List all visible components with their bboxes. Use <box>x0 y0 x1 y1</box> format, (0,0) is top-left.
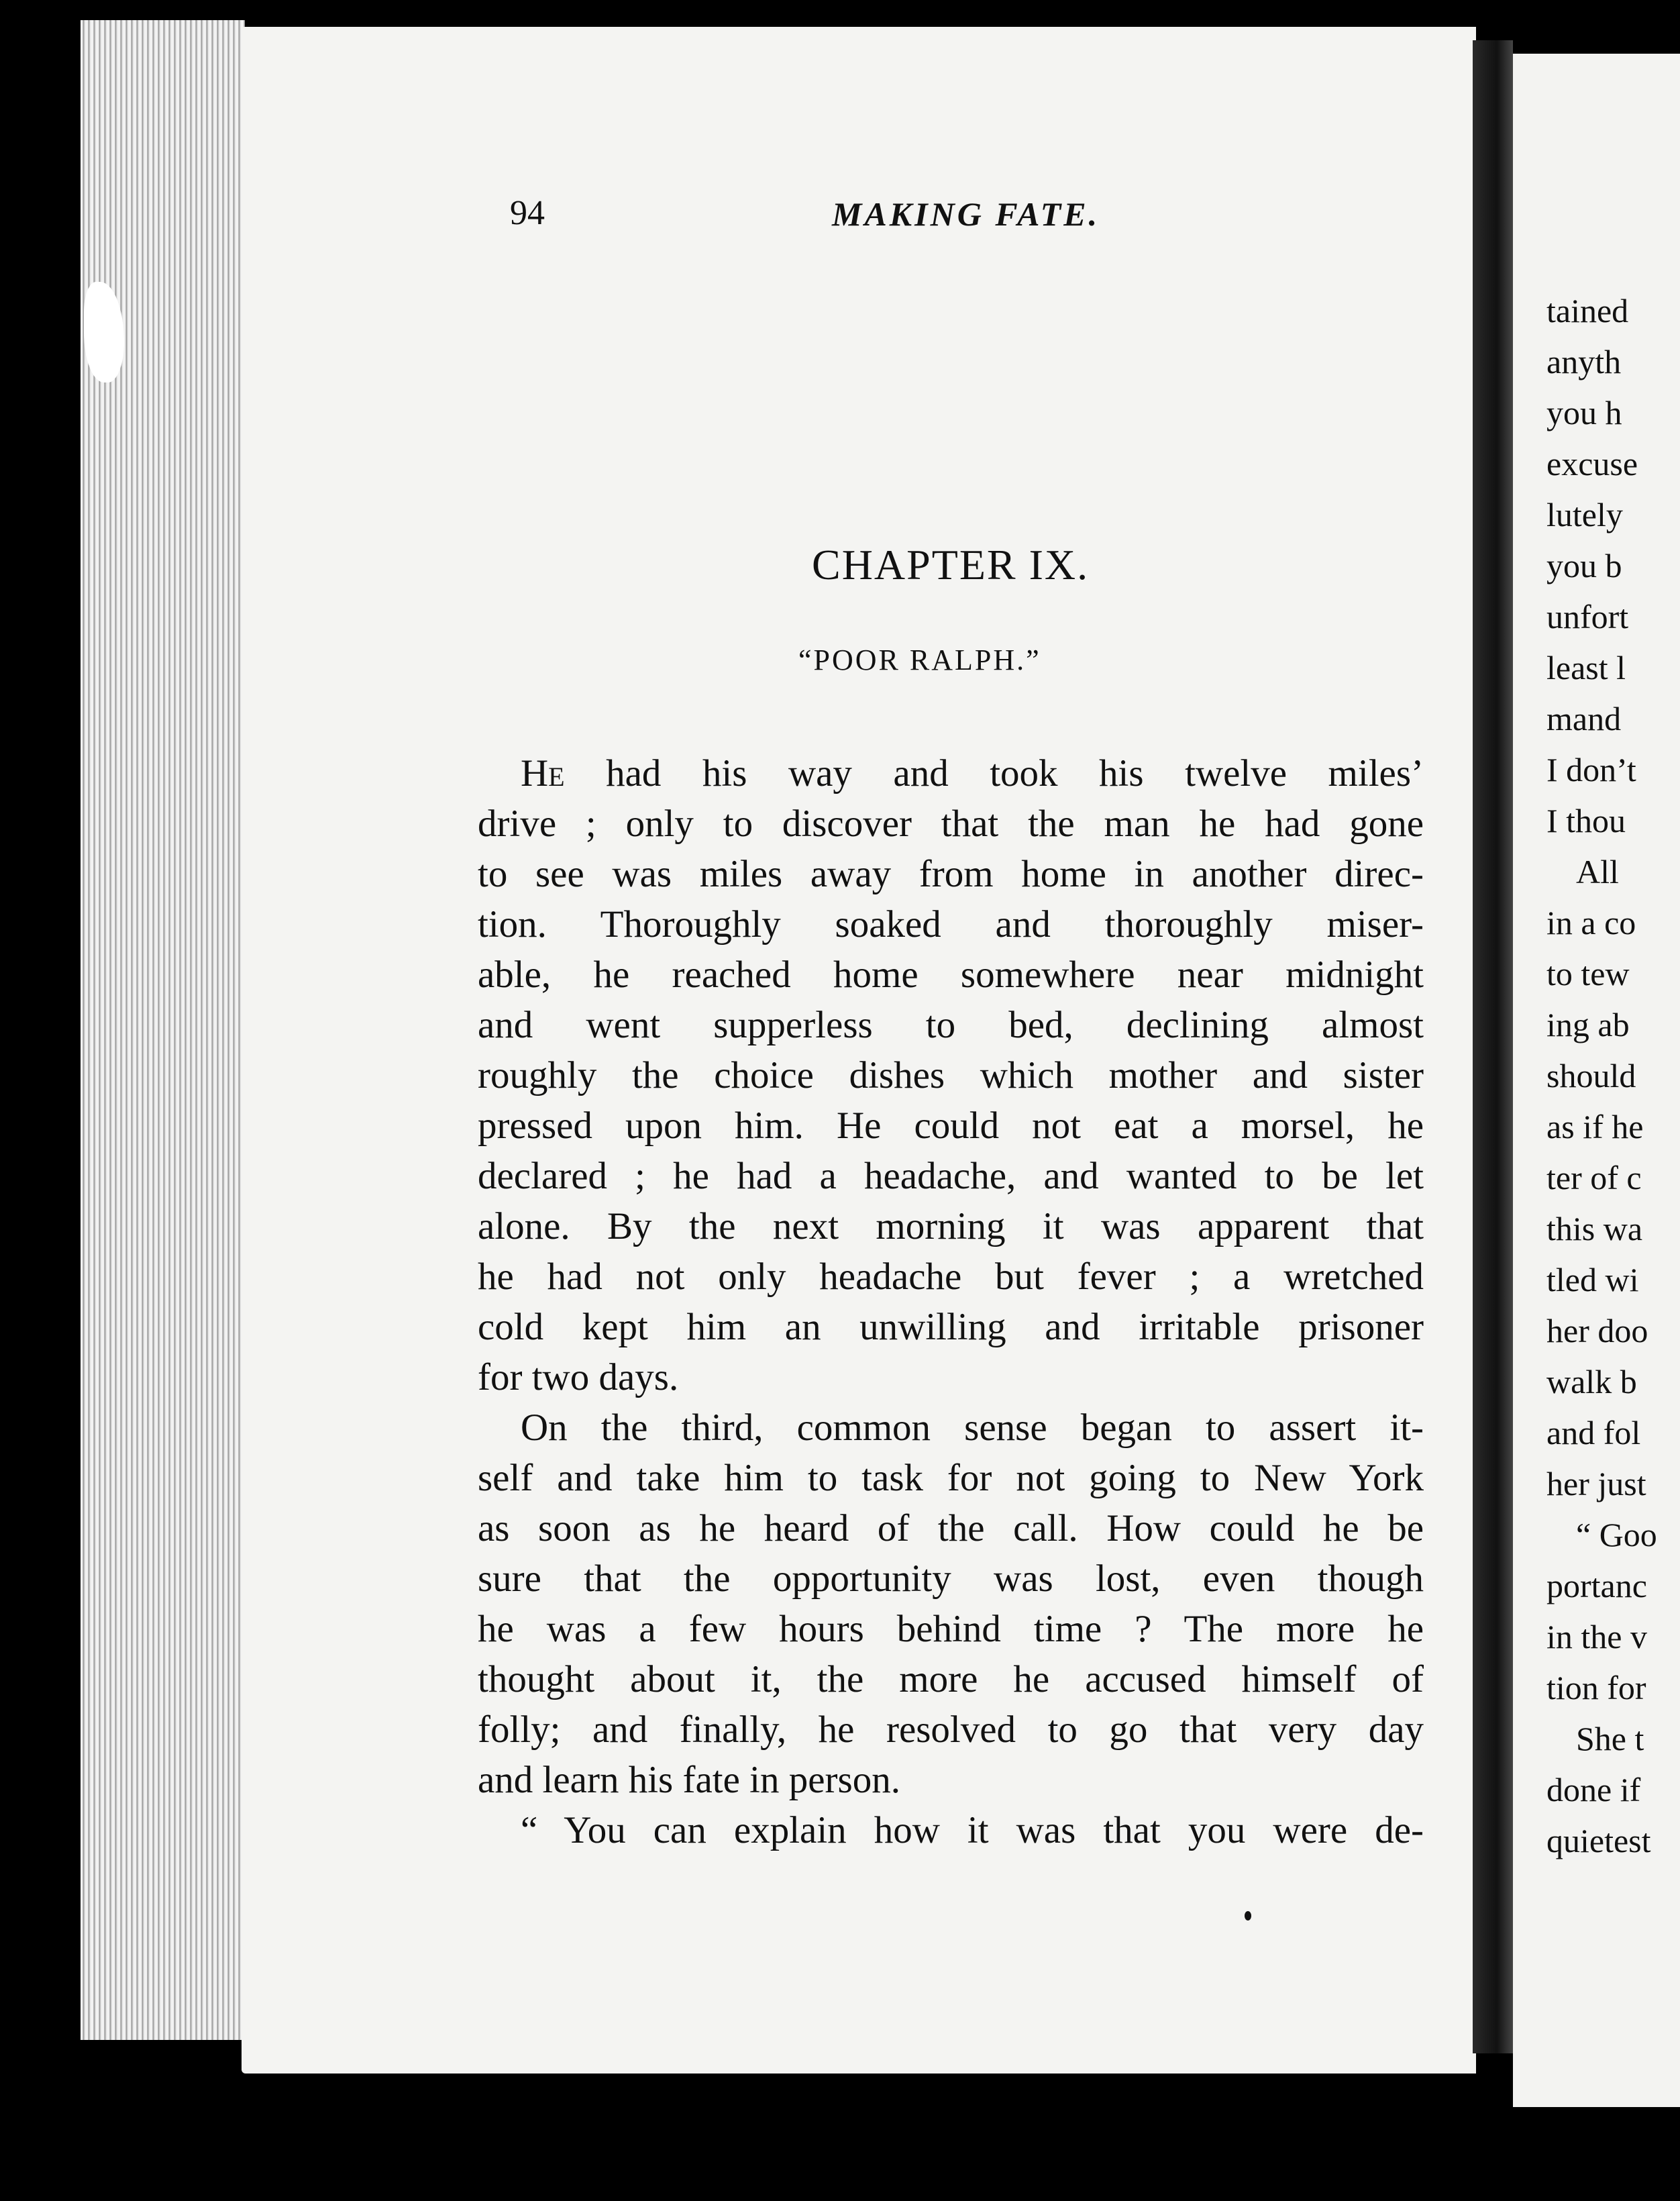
body-text <box>478 748 1424 1855</box>
facing-text-line: to tew <box>1546 955 1630 992</box>
facing-text-line: tled wi <box>1546 1261 1639 1298</box>
chapter-subtitle: “POOR RALPH.” <box>798 644 1041 676</box>
text-line: and learn his fate in person. <box>478 1759 900 1801</box>
facing-text-line: She t <box>1576 1720 1644 1757</box>
facing-text-line: unfort <box>1546 598 1629 635</box>
facing-text-line: excuse <box>1546 445 1638 482</box>
facing-text-line: I thou <box>1546 802 1626 839</box>
text-line: drive ; only to discover that the man he had gone <box>478 803 1424 845</box>
facing-text-line: tion for <box>1546 1669 1646 1706</box>
facing-text-line: done if <box>1546 1771 1641 1808</box>
facing-text-line: walk b <box>1546 1363 1637 1400</box>
running-head: MAKING FATE. <box>832 195 1100 233</box>
facing-text-line: in the v <box>1546 1618 1647 1655</box>
book-gutter <box>1473 40 1513 2053</box>
text-line: for two days. <box>478 1356 679 1398</box>
ink-speck <box>1245 1911 1251 1921</box>
facing-text-line: her doo <box>1546 1312 1648 1349</box>
facing-text-line: I don’t <box>1546 751 1636 788</box>
chapter-title: CHAPTER IX. <box>812 541 1090 588</box>
text-line: “ You can explain how it was that you were de- <box>521 1809 1424 1851</box>
facing-text-line: tained <box>1546 292 1629 329</box>
facing-text-line: you h <box>1546 394 1622 431</box>
text-line: sure that the opportunity was lost, even though <box>478 1557 1424 1600</box>
facing-page <box>1513 54 1680 2107</box>
text-line: On the third, common sense began to assert it- <box>521 1406 1424 1449</box>
text-line: folly; and finally, he resolved to go that very day <box>478 1708 1424 1751</box>
facing-text-line: portanc <box>1546 1567 1647 1604</box>
facing-text-line: “ Goo <box>1576 1516 1657 1553</box>
facing-text-line: and fol <box>1546 1414 1641 1451</box>
text-line: to see was miles away from home in another direc- <box>478 853 1424 895</box>
facing-text-line: ing ab <box>1546 1006 1630 1043</box>
facing-text-line: in a co <box>1546 904 1636 941</box>
facing-text-line: mand <box>1546 700 1622 737</box>
text-line: he was a few hours behind time ? The more he <box>478 1608 1424 1650</box>
text-line: thought about it, the more he accused himself of <box>478 1658 1424 1700</box>
text-line: roughly the choice dishes which mother and sister <box>478 1054 1424 1096</box>
facing-text-line: least l <box>1546 649 1626 686</box>
facing-text-line: this wa <box>1546 1210 1643 1247</box>
facing-text-line: All <box>1576 853 1619 890</box>
facing-page-text <box>1546 285 1657 1866</box>
text-line: and went supperless to bed, declining almost <box>478 1004 1424 1046</box>
facing-text-line: anyth <box>1546 343 1622 380</box>
text-line: tion. Thoroughly soaked and thoroughly miser- <box>478 903 1424 945</box>
facing-text-line: quietest <box>1546 1822 1651 1859</box>
facing-text-line: ter of c <box>1546 1159 1642 1196</box>
text-line: He had his way and took his twelve miles’ <box>521 752 1424 795</box>
text-line: self and take him to task for not going to New York <box>478 1457 1424 1499</box>
text-line: alone. By the next morning it was apparent that <box>478 1205 1424 1247</box>
dropcap-word: He <box>521 752 565 795</box>
facing-text-line: as if he <box>1546 1108 1644 1145</box>
text-line: able, he reached home somewhere near midnight <box>478 954 1424 996</box>
text-line: cold kept him an unwilling and irritable prisoner <box>478 1306 1424 1348</box>
facing-text-line: lutely <box>1546 496 1623 533</box>
page-number: 94 <box>510 194 545 232</box>
facing-text-line: her just <box>1546 1465 1646 1502</box>
text-line: he had not only headache but fever ; a wretched <box>478 1256 1424 1298</box>
text-line: as soon as he heard of the call. How could he be <box>478 1507 1424 1549</box>
text-line: declared ; he had a headache, and wanted to be let <box>478 1155 1424 1197</box>
text-line: pressed upon him. He could not eat a morsel, he <box>478 1105 1424 1147</box>
facing-text-line: you b <box>1546 547 1622 584</box>
facing-text-line: should <box>1546 1057 1636 1094</box>
